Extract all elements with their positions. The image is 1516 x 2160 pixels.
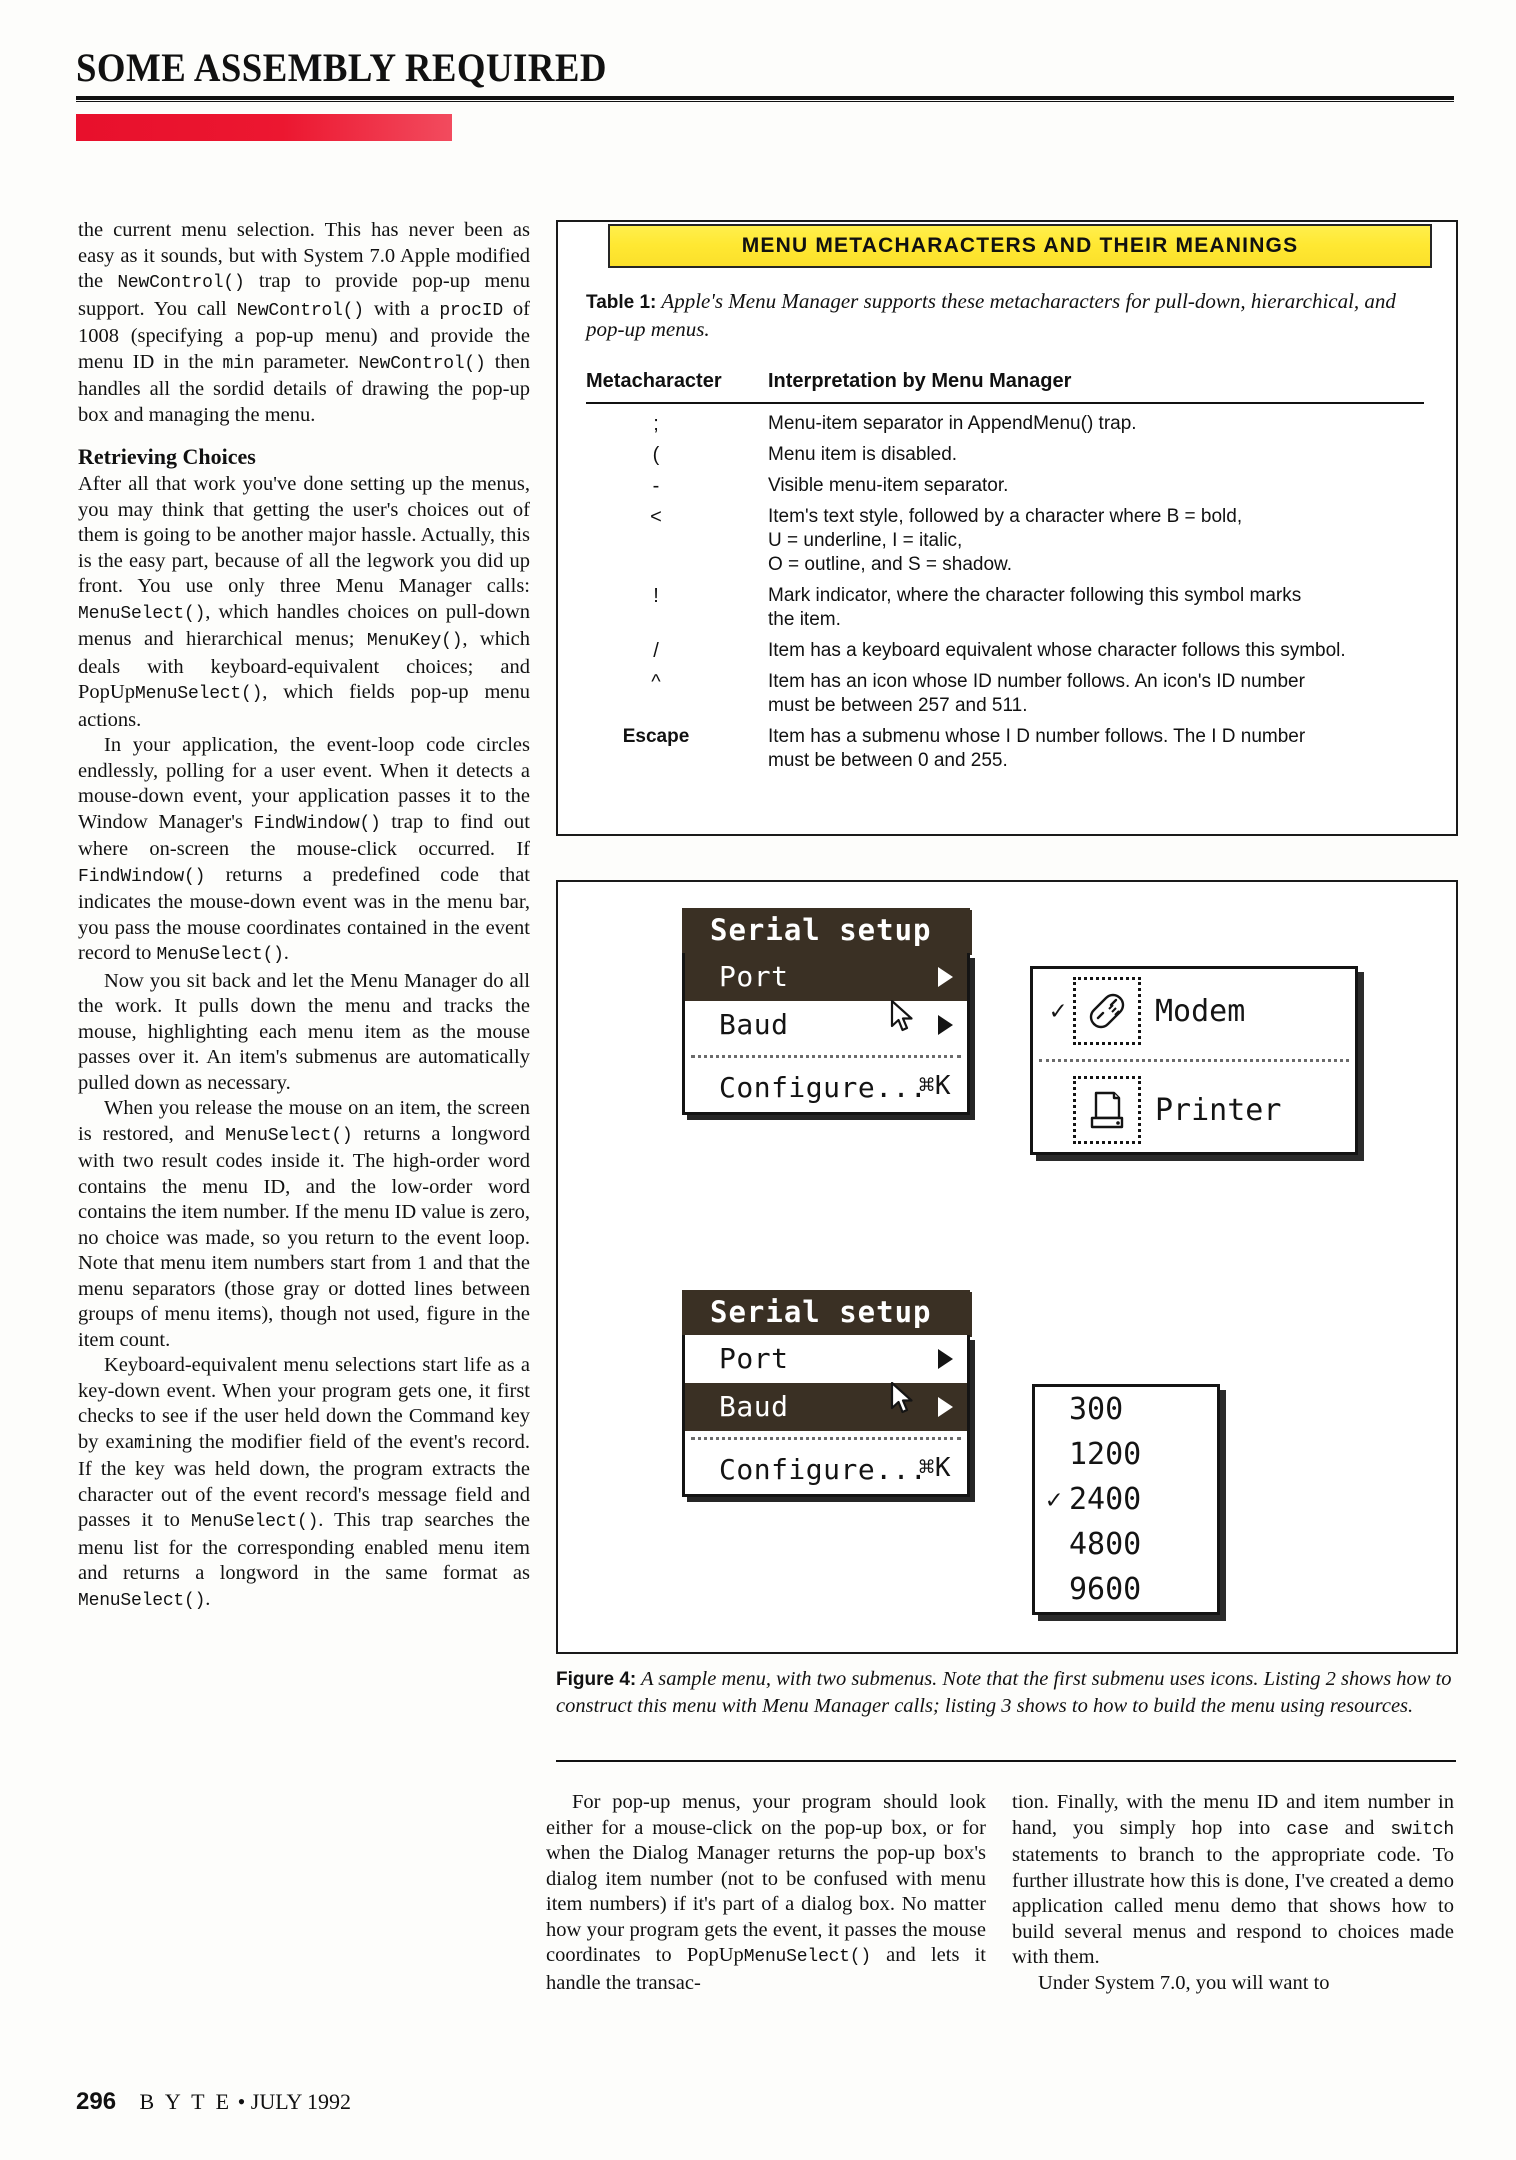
submenu-item-printer[interactable] xyxy=(1033,1068,1355,1152)
metacharacter-cell: Escape xyxy=(622,726,690,747)
menu-item-configure[interactable] xyxy=(685,1064,967,1112)
submenu-item-label: 4800 xyxy=(1069,1527,1142,1562)
menu-item-configure[interactable] xyxy=(685,1446,967,1494)
menu-item-label: Port xyxy=(719,1342,789,1375)
interpretation-cell: Menu-item separator in AppendMenu() trap. xyxy=(768,413,1137,434)
menu-item-label: Baud xyxy=(719,1390,789,1423)
submenu-item-label: Modem xyxy=(1155,993,1246,1029)
menu-separator xyxy=(691,1437,961,1440)
metacharacter-cell: ( xyxy=(652,444,660,466)
checkmark-icon: ✓ xyxy=(1050,996,1066,1026)
submenu-item-label: 300 xyxy=(1069,1392,1124,1427)
section-heading: Retrieving Choices xyxy=(78,444,256,469)
menu-item-port[interactable] xyxy=(685,953,967,1001)
figure-caption-label: Figure 4: xyxy=(556,1669,637,1690)
interpretation-cell: Item has an icon whose ID number follows. An icon's ID number must be between 257 and 511. xyxy=(768,671,1305,716)
metacharacter-cell: ; xyxy=(653,413,659,435)
paragraph: When you release the mouse on an item, the screen is restored, and MenuSelect() returns a longword with two result codes inside it. The high-order word contains the menu ID, and the low-order word contains the item number. If the menu ID value is zero, no choice was made, so you return to the event loop. Note that menu item numbers start from 1 and that the menu separators (those gray or dotted lines between groups of menu items), though not used, figure in the item count. xyxy=(78,1097,531,1351)
submenu-item-label: 9600 xyxy=(1069,1572,1142,1607)
mac-menu-serial-setup-a[interactable] xyxy=(682,908,970,1115)
menu-item-shortcut: ⌘K xyxy=(918,1453,951,1483)
submenu-item-modem[interactable] xyxy=(1033,969,1355,1053)
modem-icon xyxy=(1073,977,1141,1045)
menu-body xyxy=(682,953,970,1115)
footer-dot: • xyxy=(237,2089,246,2114)
paragraph: After all that work you've done setting up the menus, you may think that getting the user's choices out of them is going to be another major hassle. Actually, this is the easy part, because of all the legwork you did up front. You use only three Menu Manager calls: MenuSelect(), which handles choices on pull-down menus and hierarchical menus; MenuKey(), which deals with keyboard-equivalent choices; and PopUpMenuSelect(), which fields pop-up menu actions. xyxy=(78,473,530,731)
submenu-arrow-icon xyxy=(938,1349,953,1369)
paragraph: Under System 7.0, you will want to xyxy=(1038,1971,1330,1994)
interpretation-cell: Menu item is disabled. xyxy=(768,444,958,465)
table-caption-label: Table 1: xyxy=(586,292,657,313)
masthead-rule-thin xyxy=(76,101,1454,102)
metacharacter-cell: ! xyxy=(653,585,659,607)
interpretation-cell: Visible menu-item separator. xyxy=(768,475,1009,496)
menu-item-shortcut: ⌘K xyxy=(918,1071,951,1101)
page-footer xyxy=(76,2088,351,2116)
paragraph: Keyboard-equivalent menu selections start life as a key-down event. When your program gets one, it first checks to see if the user held down the Command key by examining the modifier field of the event's record. If the key was held down, the program extracts the character out of the event record's message field and passes it to MenuSelect(). This trap searches the menu list for the corresponding enabled menu item and returns a longword in the same format as MenuSelect(). xyxy=(78,1354,531,1611)
submenu-item-label: Printer xyxy=(1155,1092,1282,1128)
interpretation-cell: Item's text style, followed by a character where B = bold, U = underline, I = italic, O = outline, and S = shadow. xyxy=(768,506,1243,575)
paragraph: Now you sit back and let the Menu Manager do all the work. It pulls down the menu and tracks the mouse, highlighting each menu item as the mouse passes over it. An item's submenus are automatically pulled down as necessary. xyxy=(78,969,530,1094)
mac-submenu-port[interactable] xyxy=(1030,966,1358,1155)
body-column-bottom-right xyxy=(1012,1790,1454,1996)
menu-separator xyxy=(691,1055,961,1058)
issue-date: JULY 1992 xyxy=(250,2089,352,2114)
submenu-item-baud-rate[interactable] xyxy=(1035,1432,1217,1477)
page-number: 296 xyxy=(76,2088,117,2115)
body-column-left xyxy=(78,218,530,1614)
paragraph: the current menu selection. This has never been as easy as it sounds, but with System 7.0 Apple modified the NewControl() trap to provide pop-up menu support. You call NewControl() with a procID of 1008 (specifying a pop-up menu) and provide the menu ID in the min parameter. NewControl() then handles all the sordid details of drawing the pop-up box and managing the menu. xyxy=(78,219,531,426)
paragraph: In your application, the event-loop code circles endlessly, polling for a user event. When it detects a mouse-down event, your application passes it to the Window Manager's FindWindow() trap to find out where on-screen the mouse-click occurred. If FindWindow() returns a predefined code that indicates the mouse-down event was in the menu bar, you pass the mouse coordinates contained in the event record to MenuSelect(). xyxy=(78,734,530,965)
menu-item-baud[interactable] xyxy=(685,1383,967,1431)
table-caption xyxy=(586,288,1422,343)
figure-caption-text: A sample menu, with two submenus. Note that the first submenu uses icons. Listing 2 shows how to construct this menu with Menu Manager calls; listing 3 shows to how to build the menu using resources. xyxy=(556,1668,1452,1717)
menu-title[interactable]: Serial setup xyxy=(682,908,970,953)
menu-item-label: Configure... xyxy=(719,1453,928,1486)
checkmark-icon: ✓ xyxy=(1046,1484,1062,1515)
figure-caption-rule xyxy=(556,1760,1456,1762)
submenu-item-baud-rate[interactable] xyxy=(1035,1567,1217,1612)
submenu-item-label: 2400 xyxy=(1069,1482,1142,1517)
column-header-metacharacter: Metacharacter xyxy=(586,370,722,392)
interpretation-cell: Item has a keyboard equivalent whose character follows this symbol. xyxy=(768,640,1346,661)
page-title: SOME ASSEMBLY REQUIRED xyxy=(76,45,607,90)
interpretation-cell: Item has a submenu whose I D number follows. The I D number must be between 0 and 255. xyxy=(768,726,1306,771)
metacharacter-cell: / xyxy=(653,640,659,662)
submenu-arrow-icon xyxy=(938,967,953,987)
menu-item-label: Port xyxy=(719,960,789,993)
red-accent-bar xyxy=(76,114,452,141)
printer-icon xyxy=(1073,1076,1141,1144)
menu-item-label: Baud xyxy=(719,1008,789,1041)
menu-item-label: Configure... xyxy=(719,1071,928,1104)
submenu-item-baud-rate[interactable] xyxy=(1035,1477,1217,1522)
menu-item-port[interactable] xyxy=(685,1335,967,1383)
submenu-item-label: 1200 xyxy=(1069,1437,1142,1472)
submenu-item-baud-rate[interactable] xyxy=(1035,1387,1217,1432)
brand-name: B Y T E xyxy=(139,2089,233,2114)
submenu-item-baud-rate[interactable] xyxy=(1035,1522,1217,1567)
metacharacter-cell: ^ xyxy=(651,671,661,693)
body-column-bottom-left xyxy=(546,1790,986,1996)
metacharacter-cell: < xyxy=(650,506,662,528)
mac-submenu-baud[interactable] xyxy=(1032,1384,1220,1615)
interpretation-cell: Mark indicator, where the character following this symbol marks the item. xyxy=(768,585,1302,630)
menu-title[interactable]: Serial setup xyxy=(682,1290,970,1335)
masthead xyxy=(76,44,1456,91)
table-header-rule xyxy=(586,402,1424,404)
menu-body xyxy=(682,1335,970,1497)
table-banner: MENU METACHARACTERS AND THEIR MEANINGS xyxy=(608,224,1432,268)
submenu-arrow-icon xyxy=(938,1015,953,1035)
submenu-arrow-icon xyxy=(938,1397,953,1417)
submenu-separator xyxy=(1039,1059,1349,1062)
figure-caption xyxy=(556,1666,1456,1719)
paragraph: For pop-up menus, your program should look either for a mouse-click on the pop-up box, or for when the Dialog Manager returns the pop-up box's dialog item number (not to be confused with menu item numbers) if it's part of a dialog box. No matter how your program gets the event, it passes the mouse coordinates to PopUpMenuSelect() and lets it handle the transac- xyxy=(546,1791,986,1994)
metacharacter-cell: - xyxy=(652,475,660,497)
paragraph: tion. Finally, with the menu ID and item number in hand, you simply hop into case and switch statements to branch to the appropriate code. To further illustrate how this is done, I've created a demo application called menu demo that shows how to build several menus and respond to choices made with them. xyxy=(1012,1791,1454,1968)
masthead-rule-thick xyxy=(76,96,1454,100)
table-caption-text: Apple's Menu Manager supports these metacharacters for pull-down, hierarchical, and pop-up menus. xyxy=(586,289,1396,341)
mac-menu-serial-setup-b[interactable] xyxy=(682,1290,970,1497)
menu-item-baud[interactable] xyxy=(685,1001,967,1049)
column-header-interpretation: Interpretation by Menu Manager xyxy=(768,370,1072,392)
